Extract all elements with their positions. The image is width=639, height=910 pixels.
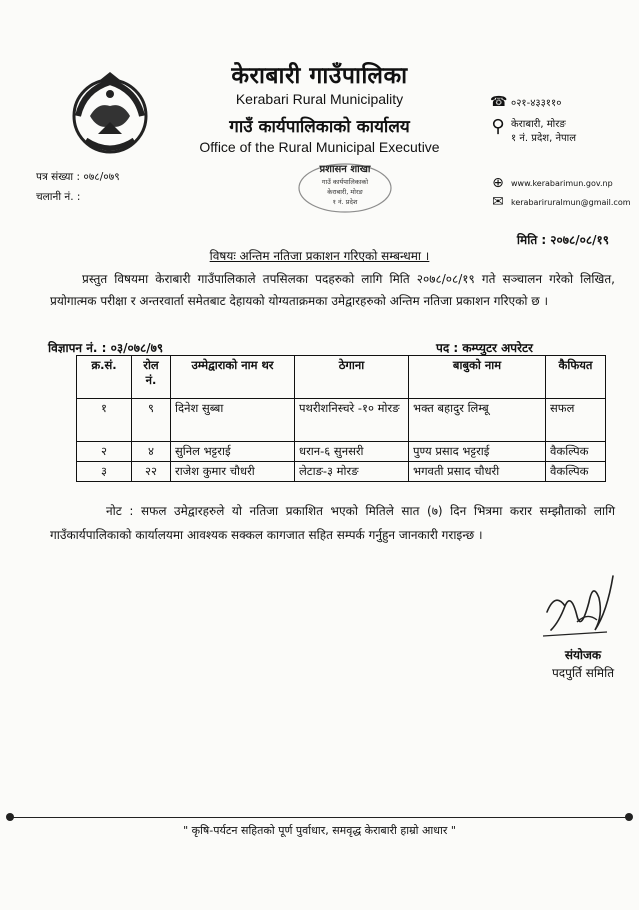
address-line-2: १ नं. प्रदेश, नेपाल — [511, 133, 577, 144]
contact-website — [490, 175, 613, 191]
table-row — [77, 442, 606, 462]
contact-phone — [490, 94, 561, 110]
location-pin-icon: ⚲ — [491, 116, 505, 137]
municipality-name-english: Kerabari Rural Municipality — [235, 91, 404, 107]
cell-serial: ३ — [77, 462, 132, 482]
footer-slogan: " कृषि-पर्यटन सहितको पूर्ण पुर्वाधार, समवृद्ध केराबारी हाम्रो आधार " — [183, 824, 456, 837]
post-name: पद : कम्प्युटर अपरेटर — [436, 341, 533, 355]
phone-icon: ☎ — [490, 94, 508, 110]
cell-father: पुण्य प्रसाद भट्टराई — [409, 442, 546, 462]
cell-remarks: वैकल्पिक — [546, 442, 606, 462]
cell-remarks: वैकल्पिक — [546, 462, 606, 482]
cell-address: पथरीशनिस्चरे -१० मोरङ — [295, 399, 409, 442]
col-address: ठेगाना — [295, 356, 409, 399]
dispatch-number: चलानी नं. : — [36, 191, 81, 203]
col-name: उम्मेद्वाराको नाम थर — [171, 356, 295, 399]
handwritten-signature — [537, 572, 621, 652]
cell-roll: ९ — [132, 399, 171, 442]
stamp-line-2: गाउँ कार्यपालिकाको — [321, 178, 369, 186]
website-url: www.kerabarimun.gov.np — [511, 178, 613, 188]
municipality-name-nepali: केराबारी गाउँपालिका — [231, 63, 408, 89]
contact-address — [490, 116, 576, 144]
table-row — [77, 462, 606, 482]
table-header-row — [77, 356, 606, 399]
cell-name: सुनिल भट्टराई — [171, 442, 295, 462]
letter-date: मिति : २०७८/०८/१९ — [516, 233, 609, 247]
office-name-english: Office of the Rural Municipal Executive — [199, 139, 440, 155]
stamp-line-4: १ नं. प्रदेश — [332, 198, 358, 206]
results-table — [76, 355, 606, 482]
cell-roll: २२ — [132, 462, 171, 482]
letter-subject: विषयः अन्तिम नतिजा प्रकाशन गरिएको सम्बन्धमा । — [209, 249, 430, 263]
table-row — [77, 399, 606, 442]
col-remarks: कैफियत — [546, 356, 606, 399]
letter-number: पत्र संख्या : ०७८/०७९ — [36, 171, 120, 183]
cell-father: भगवती प्रसाद चौधरी — [409, 462, 546, 482]
footer-divider — [10, 817, 629, 818]
contact-email — [490, 194, 631, 210]
stamp-line-3: केराबारी, मोरङ — [327, 188, 363, 196]
cell-name: राजेश कुमार चौधरी — [171, 462, 295, 482]
email-address: kerabariruralmun@gmail.com — [511, 197, 631, 207]
stamp-line-1: प्रशासन शाखा — [319, 164, 371, 175]
cell-serial: १ — [77, 399, 132, 442]
vacancy-number: विज्ञापन नं. : ०३/०७८/७९ — [48, 341, 164, 355]
body-paragraph: प्रस्तुत विषयमा केराबारी गाउँपालिकाले तपसिलका पदहरुको लागि मिति २०७८/०८/१९ गते सञ्चालन गरेको लिखित, प्रयोगात्मक परीक्षा र अन्तरवार्ता समेतबाट देहायको योग्यताक्रमका उमेद्वारहरुको अन्तिम नतिजा प्रकाशन गरिएको छ । — [50, 272, 615, 308]
cell-father: भक्त बहादुर लिम्बू — [409, 399, 546, 442]
cell-roll: ४ — [132, 442, 171, 462]
office-stamp — [295, 158, 395, 214]
cell-name: दिनेश सुब्बा — [171, 399, 295, 442]
cell-address: लेटाङ-३ मोरङ — [295, 462, 409, 482]
signatory-title: संयोजक — [564, 648, 602, 662]
signatory-organization: पदपुर्ति समिति — [551, 666, 615, 680]
footer-bullet-right — [625, 813, 633, 821]
address-line-1: केराबारी, मोरङ — [511, 119, 566, 130]
envelope-icon: ✉ — [492, 194, 504, 210]
col-father: बाबुको नाम — [409, 356, 546, 399]
col-roll: रोल नं. — [132, 356, 171, 399]
col-serial: क्र.सं. — [77, 356, 132, 399]
cell-serial: २ — [77, 442, 132, 462]
cell-remarks: सफल — [546, 399, 606, 442]
note-paragraph: नोट : सफल उमेद्वारहरुले यो नतिजा प्रकाशित भएको मितिले सात (७) दिन भित्रमा करार सम्झौताको लागि गाउँकार्यपालिकाको कार्यालयमा आवश्यक सक्कल कागजात सहित सम्पर्क गर्नुहुन जानकारी गराइन्छ । — [50, 504, 615, 542]
office-name-nepali: गाउँ कार्यपालिकाको कार्यालय — [229, 117, 410, 137]
phone-number: ०२१-४३३११० — [511, 98, 562, 109]
cell-address: धरान-६ सुनसरी — [295, 442, 409, 462]
globe-icon: ⊕ — [492, 175, 504, 191]
